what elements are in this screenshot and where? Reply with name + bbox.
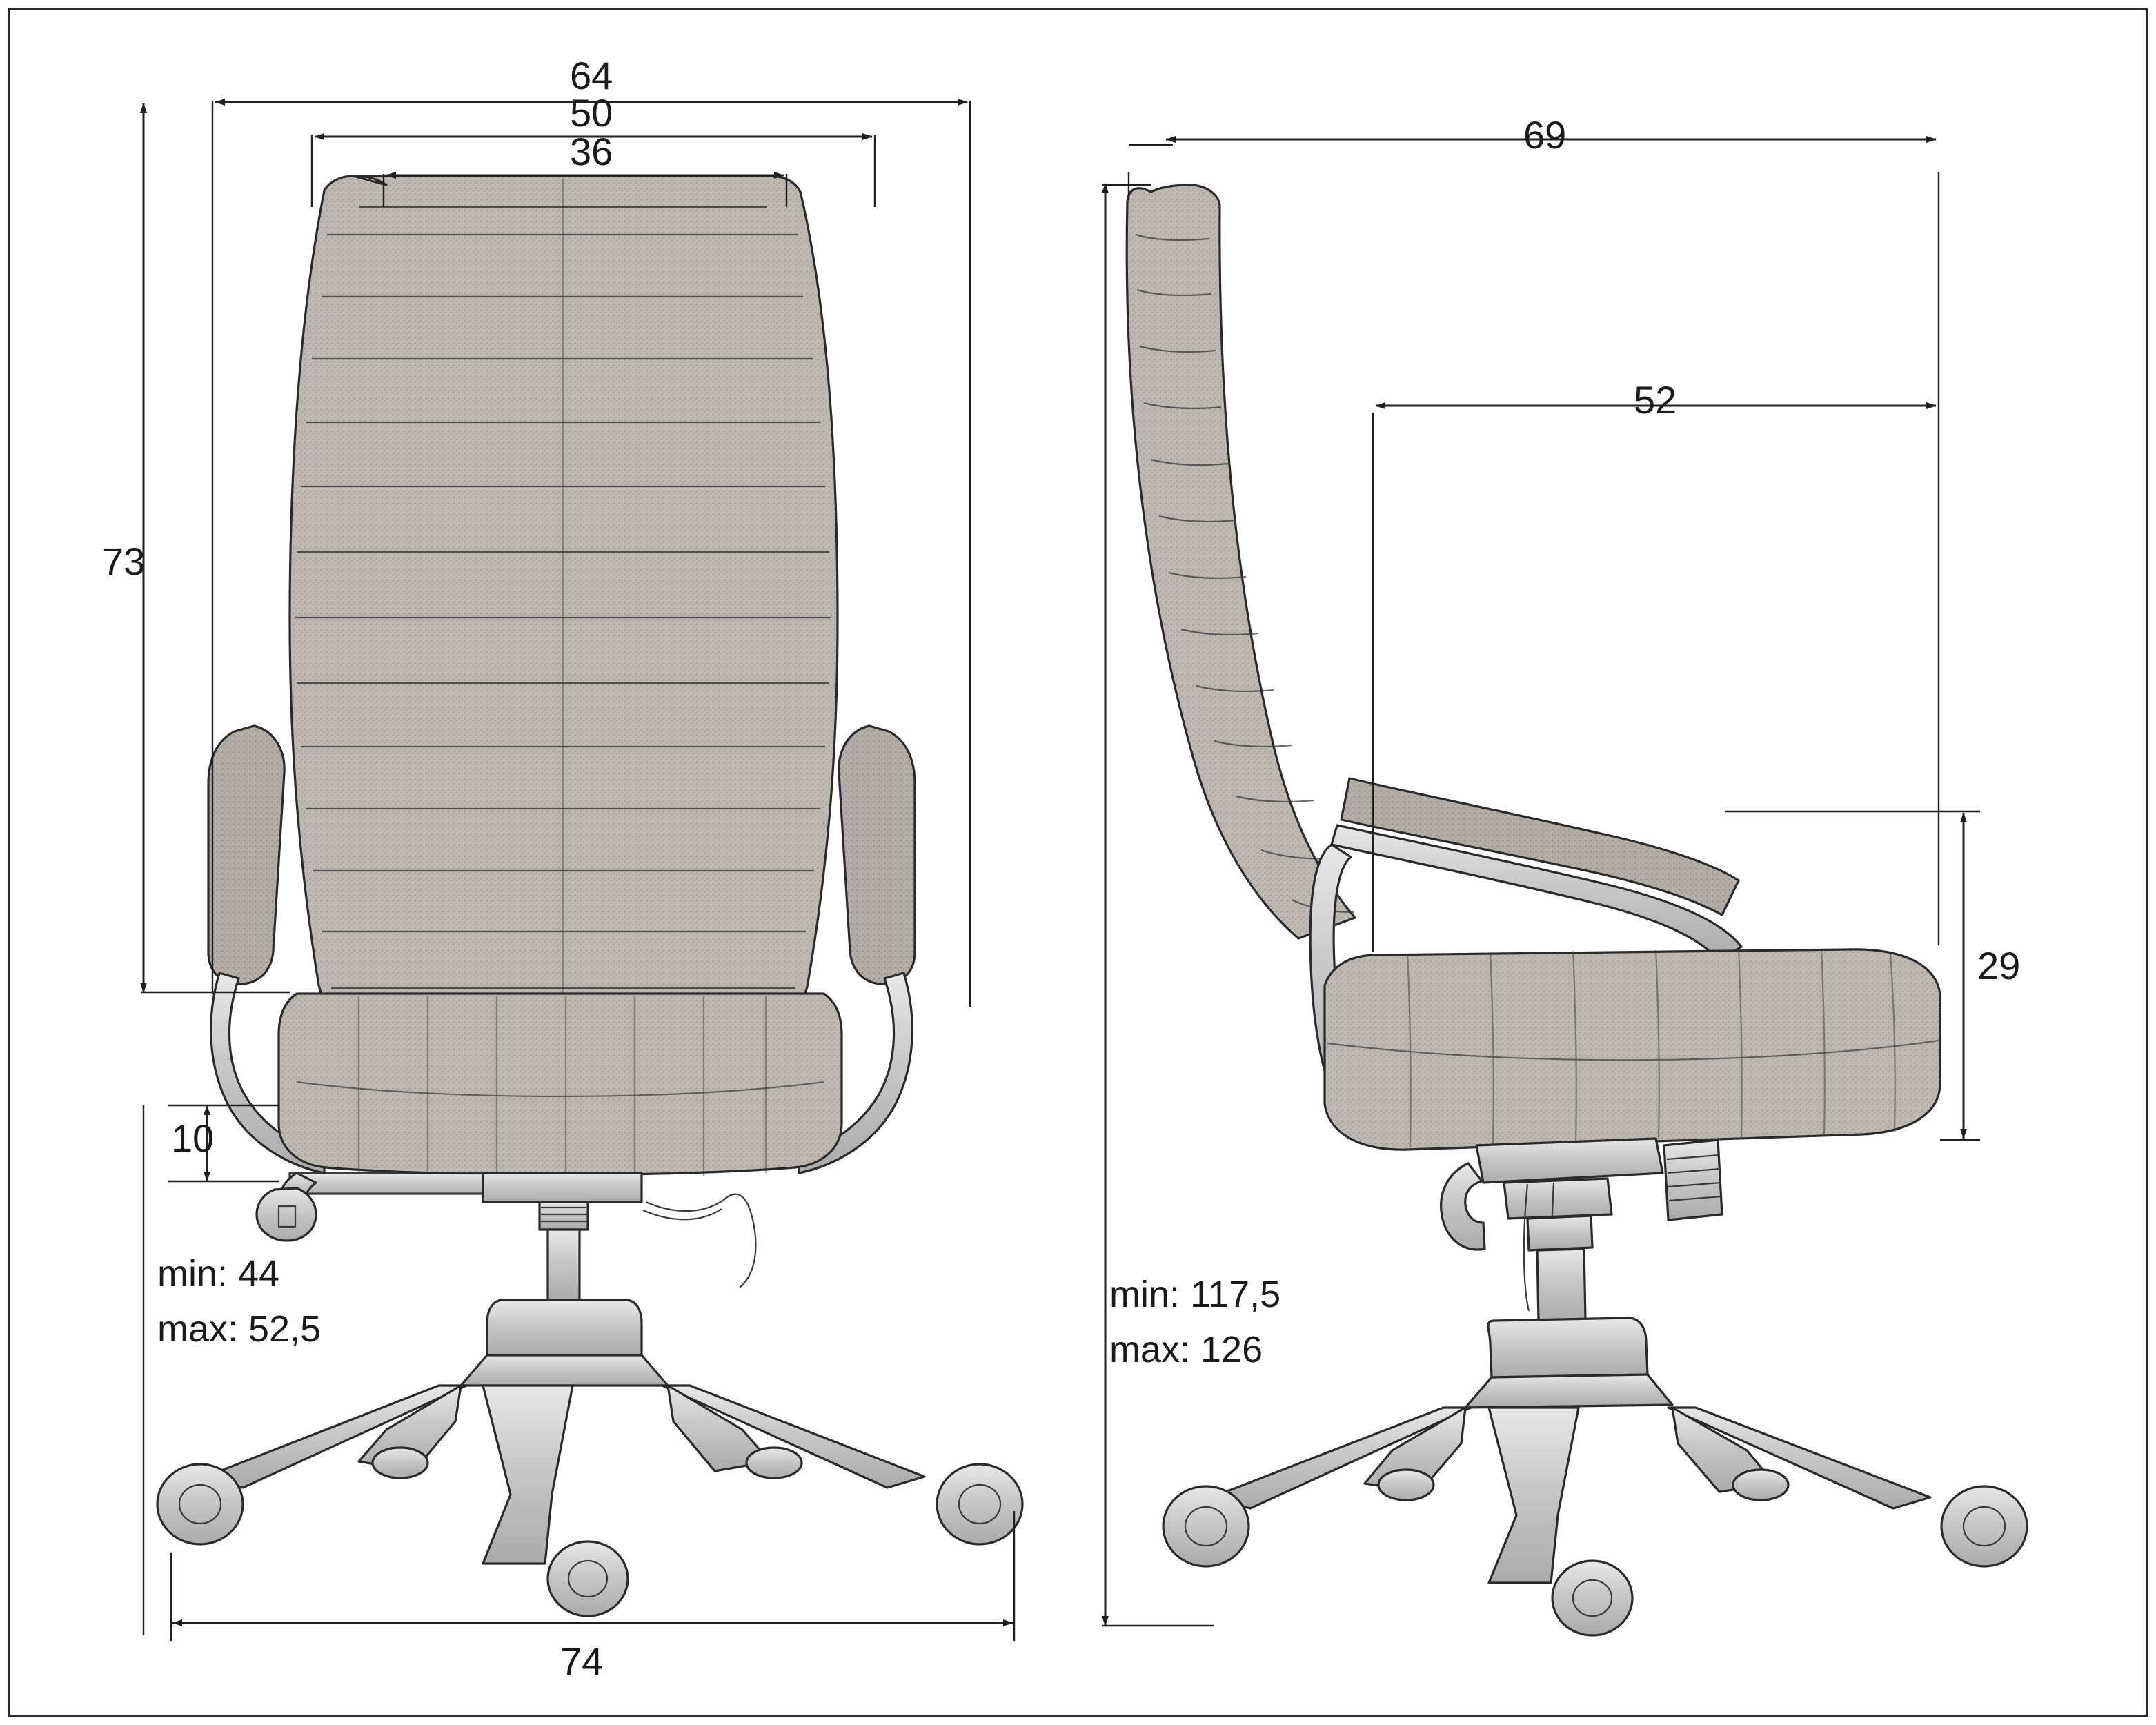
dim-label-50: 50 [570, 91, 613, 135]
dim-label-10: 10 [171, 1116, 215, 1160]
dim-label-73: 73 [102, 540, 146, 583]
total-height-max-label: max: 126 [1109, 1329, 1263, 1370]
seat-height-min-label: min: 44 [157, 1253, 280, 1294]
dim-label-64: 64 [570, 54, 613, 97]
seat-height-max-label: max: 52,5 [157, 1308, 322, 1350]
total-height-min-label: min: 117,5 [1109, 1274, 1281, 1315]
dim-label-52: 52 [1634, 378, 1677, 422]
dim-label-29: 29 [1977, 944, 2021, 987]
front-view-chair [157, 176, 1022, 1616]
dim-label-69: 69 [1523, 113, 1567, 157]
dim-label-74: 74 [560, 1639, 604, 1683]
dim-label-36: 36 [570, 130, 613, 173]
side-view-chair [1127, 185, 2027, 1635]
